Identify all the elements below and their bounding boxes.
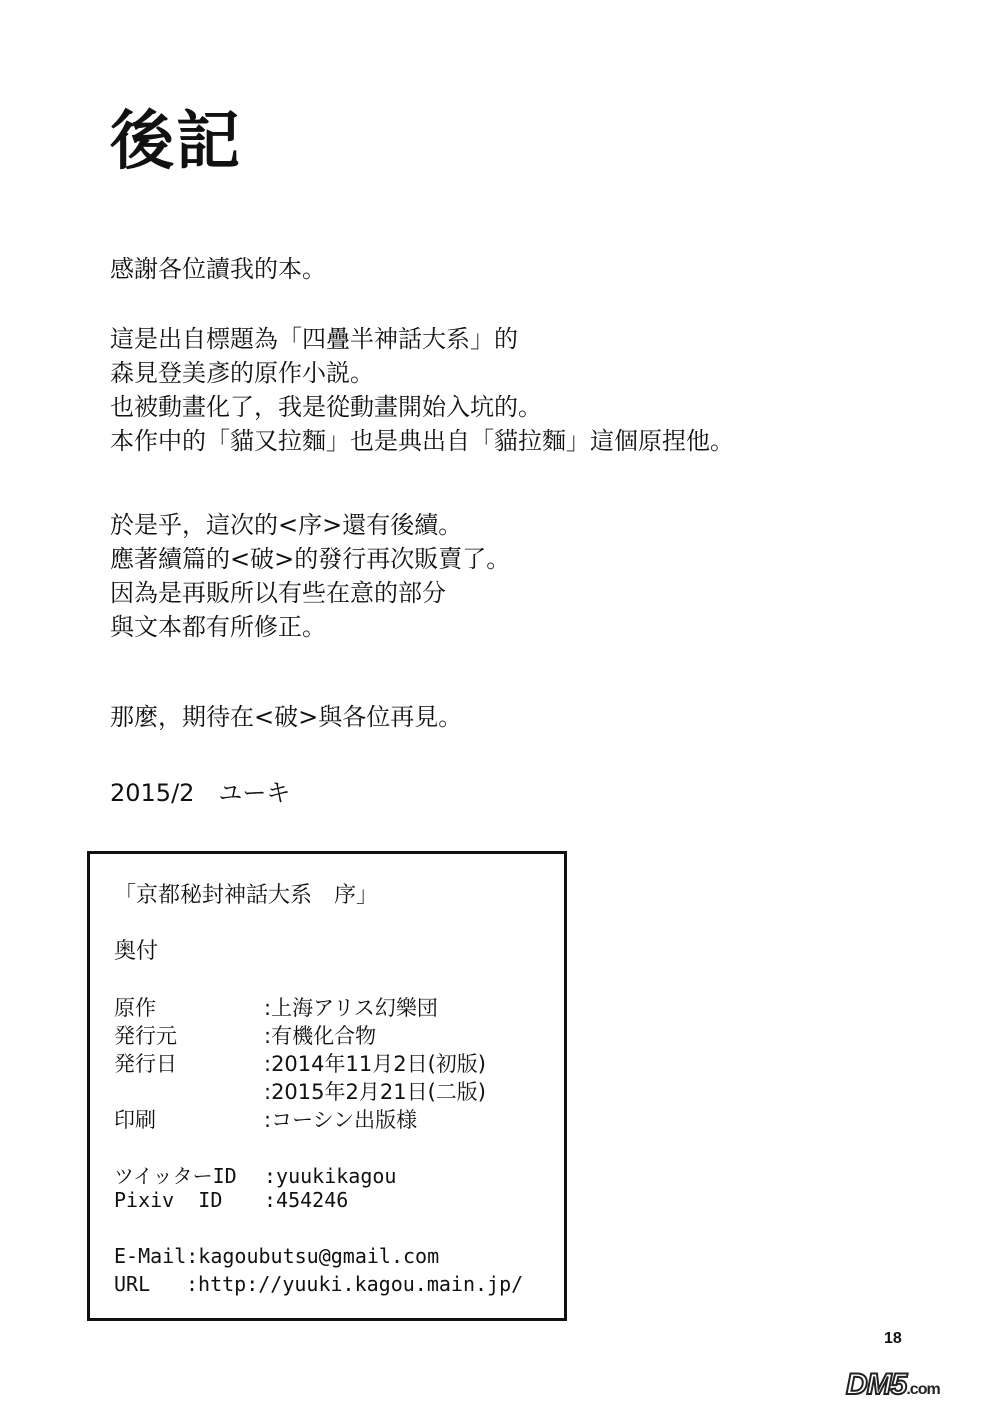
page-title: 後記 bbox=[110, 105, 242, 179]
paragraph-4 bbox=[110, 700, 462, 734]
text-line: 這是出自標題為「四疊半神話大系」的 bbox=[110, 325, 518, 353]
row-key: Pixiv ID bbox=[114, 1188, 223, 1212]
text-line: 森見登美彥的原作小説。 bbox=[110, 359, 374, 387]
row-value: :http://yuuki.kagou.main.jp/ bbox=[186, 1272, 524, 1296]
paragraph-2 bbox=[110, 322, 734, 458]
row-key: 印刷 bbox=[114, 1108, 156, 1132]
row-key: E-Mail bbox=[114, 1244, 187, 1268]
colophon-box bbox=[87, 851, 567, 1321]
text-line: 於是乎，這次的<序>還有後續。 bbox=[110, 511, 463, 539]
signature bbox=[110, 776, 290, 810]
page-number: 18 bbox=[884, 1330, 902, 1347]
watermark-suffix: .com bbox=[906, 1381, 940, 1398]
paragraph-3 bbox=[110, 508, 510, 644]
colophon-title: 「京都秘封神話大系 序」 bbox=[114, 883, 379, 908]
colophon-row bbox=[114, 1076, 486, 1106]
watermark-main: DM5 bbox=[846, 1368, 907, 1401]
row-key: URL bbox=[114, 1272, 151, 1296]
row-key: ツイッターID bbox=[114, 1164, 237, 1188]
colophon-row bbox=[114, 1104, 417, 1134]
text-line: 也被動畫化了，我是從動畫開始入坑的。 bbox=[110, 393, 542, 421]
colophon-contact-row bbox=[114, 1244, 439, 1268]
text-line: 因為是再販所以有些在意的部分 bbox=[110, 579, 446, 607]
row-value: :2014年11月2日(初版) bbox=[264, 1052, 486, 1076]
colophon-row bbox=[114, 1020, 376, 1050]
row-key: 発行日 bbox=[114, 1052, 177, 1076]
text-line: 感謝各位讀我的本。 bbox=[110, 255, 326, 283]
colophon-id-row bbox=[114, 1188, 348, 1212]
row-value: :454246 bbox=[264, 1188, 349, 1212]
row-key: 原作 bbox=[114, 996, 156, 1020]
colophon-row bbox=[114, 992, 438, 1022]
row-value: :2015年2月21日(二版) bbox=[264, 1080, 486, 1104]
row-value: :上海アリス幻樂団 bbox=[264, 996, 438, 1020]
row-value: :kagoubutsu@gmail.com bbox=[186, 1244, 440, 1268]
row-value: :有機化合物 bbox=[264, 1024, 377, 1048]
watermark-logo bbox=[846, 1368, 940, 1402]
colophon-id-row bbox=[114, 1160, 396, 1189]
text-line: 本作中的「貓又拉麵」也是典出自「貓拉麵」這個原捏他。 bbox=[110, 427, 734, 455]
text-line: 那麼，期待在<破>與各位再見。 bbox=[110, 703, 463, 731]
row-value: :yuukikagou bbox=[264, 1164, 397, 1188]
signature-text: 2015/2 ユーキ bbox=[110, 779, 291, 807]
colophon-contact-row bbox=[114, 1272, 523, 1296]
paragraph-1 bbox=[110, 252, 326, 286]
row-value: :コーシン出版様 bbox=[264, 1108, 418, 1132]
row-key: 発行元 bbox=[114, 1024, 177, 1048]
text-line: 應著續篇的<破>的發行再次販賣了。 bbox=[110, 545, 511, 573]
text-line: 與文本都有所修正。 bbox=[110, 613, 326, 641]
colophon-row bbox=[114, 1048, 486, 1078]
colophon-heading: 奥付 bbox=[114, 939, 159, 964]
